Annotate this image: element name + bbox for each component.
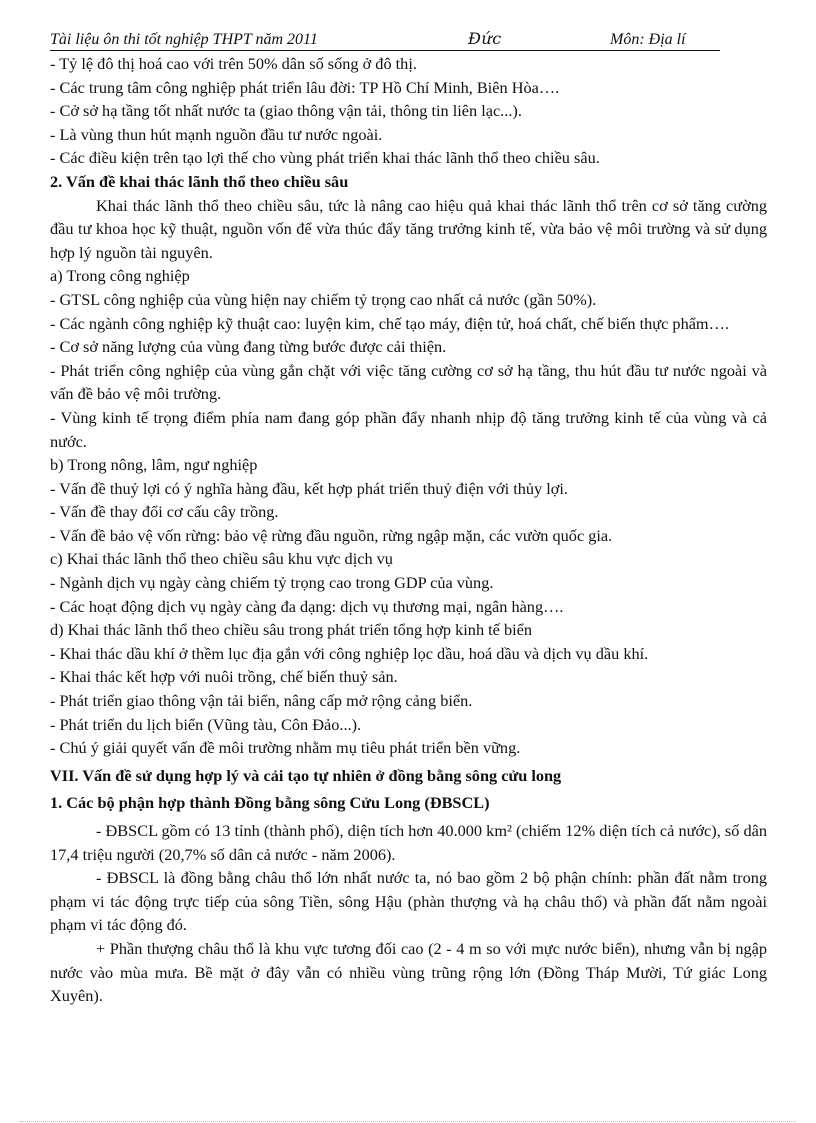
paragraph: - Vùng kinh tế trọng điểm phía nam đang góp phần đẩy nhanh nhịp độ tăng trưởng kinh tế của vùng và cả nước. [50,407,767,451]
paragraph: - Ngành dịch vụ ngày càng chiếm tỷ trọng cao trong GDP của vùng. [50,573,494,593]
header-document-title: Tài liệu ôn thi tốt nghiệp THPT năm 2011 [50,31,318,48]
paragraph: - Các hoạt động dịch vụ ngày càng đa dạng: dịch vụ thương mại, ngân hàng…. [50,596,564,616]
paragraph: Khai thác lãnh thổ theo chiều sâu, tức là nâng cao hiệu quả khai thác lãnh thổ trên cơ sở tăng cường đầu tư khoa học kỹ thuật, nguồn vốn để vừa thúc đẩy tăng trưởng kinh tế, vừa bảo vệ môi trường và sử dụng hợp lý nguồn tài nguyên. [50,195,767,262]
page-bottom-divider [20,1121,796,1122]
paragraph: - GTSL công nghiệp của vùng hiện nay chiếm tỷ trọng cao nhất cả nước (gần 50%). [50,289,597,309]
paragraph: c) Khai thác lãnh thổ theo chiều sâu khu vực dịch vụ [50,549,393,569]
header-author-logo: Đức [468,29,502,48]
paragraph: - Vấn đề thay đổi cơ cấu cây trồng. [50,502,279,522]
section-heading: 1. Các bộ phận hợp thành Đồng bằng sông Cửu Long (ĐBSCL) [50,793,490,813]
document-body [50,52,767,1008]
paragraph: - Vấn đề thuỷ lợi có ý nghĩa hàng đầu, kết hợp phát triển thuỷ điện với thủy lợi. [50,478,568,498]
paragraph: - Khai thác kết hợp với nuôi trồng, chế biến thuỷ sản. [50,667,398,687]
paragraph: - Các ngành công nghiệp kỹ thuật cao: luyện kim, chế tạo máy, điện tử, hoá chất, chế biến thực phẩm…. [50,313,729,333]
paragraph: - Khai thác dầu khí ở thềm lục địa gắn với công nghiệp lọc dầu, hoá dầu và dịch vụ dầu khí. [50,643,649,663]
paragraph: - Các điều kiện trên tạo lợi thế cho vùng phát triển khai thác lãnh thổ theo chiều sâu. [50,148,600,168]
paragraph: - Là vùng thun hút mạnh nguồn đầu tư nước ngoài. [50,124,383,144]
paragraph: - Tỷ lệ đô thị hoá cao với trên 50% dân số sống ở đô thị. [50,54,417,73]
paragraph: - Chú ý giải quyết vấn đề môi trường nhằm mụ tiêu phát triển bền vững. [50,738,521,758]
subsection-heading: 2. Vấn đề khai thác lãnh thổ theo chiều sâu [50,171,349,191]
paragraph: - Phát triển công nghiệp của vùng gắn chặt với việc tăng cường cơ sở hạ tầng, thu hút đầu tư nước ngoài và vấn đề bảo vệ môi trường. [50,360,767,404]
paragraph: - Phát triển du lịch biển (Vũng tàu, Côn Đảo...). [50,714,362,734]
paragraph: - Các trung tâm công nghiệp phát triển lâu đời: TP Hồ Chí Minh, Biên Hòa…. [50,77,560,97]
paragraph: - Phát triển giao thông vận tải biển, nâng cấp mở rộng cảng biển. [50,691,473,711]
paragraph: a) Trong công nghiệp [50,266,190,286]
paragraph: + Phần thượng châu thổ là khu vực tương đối cao (2 - 4 m so với mực nước biển), nhưng vẫn bị ngập nước vào mùa mưa. Bề mặt ở đây vẫn có nhiều vùng trũng rộng lớn (Đồng Tháp Mười, Tứ giác Long Xuyên). [50,938,767,1006]
header-subject: Môn: Địa lí [610,31,686,48]
paragraph: - Vấn đề bảo vệ vốn rừng: bảo vệ rừng đầu nguồn, rừng ngập mặn, các vườn quốc gia. [50,525,613,545]
paragraph: - ĐBSCL gồm có 13 tỉnh (thành phố), diện tích hơn 40.000 km² (chiếm 12% diện tích cả nước), số dân 17,4 triệu người (20,7% số dân cả nước - năm 2006). [50,821,767,864]
paragraph: - Cở sở hạ tầng tốt nhất nước ta (giao thông vận tải, thông tin liên lạc...). [50,101,522,121]
paragraph: - ĐBSCL là đồng bằng châu thổ lớn nhất nước ta, nó bao gồm 2 bộ phận chính: phần đất nằm trong phạm vi tác động trực tiếp của sông Tiền, sông Hậu (phàn thượng và hạ châu thổ) và phần đất nằm ngoài phạm vi tác động đó. [50,868,767,935]
header-rule [50,50,720,51]
page-header [50,30,720,50]
paragraph: - Cơ sở năng lượng của vùng đang từng bước được cải thiện. [50,337,447,357]
paragraph: d) Khai thác lãnh thổ theo chiều sâu trong phát triển tổng hợp kinh tế biển [50,620,533,640]
section-heading: VII. Vấn đề sử dụng hợp lý và cải tạo tự nhiên ở đồng bằng sông cửu long [50,765,562,785]
paragraph: b) Trong nông, lâm, ngư nghiệp [50,455,258,475]
